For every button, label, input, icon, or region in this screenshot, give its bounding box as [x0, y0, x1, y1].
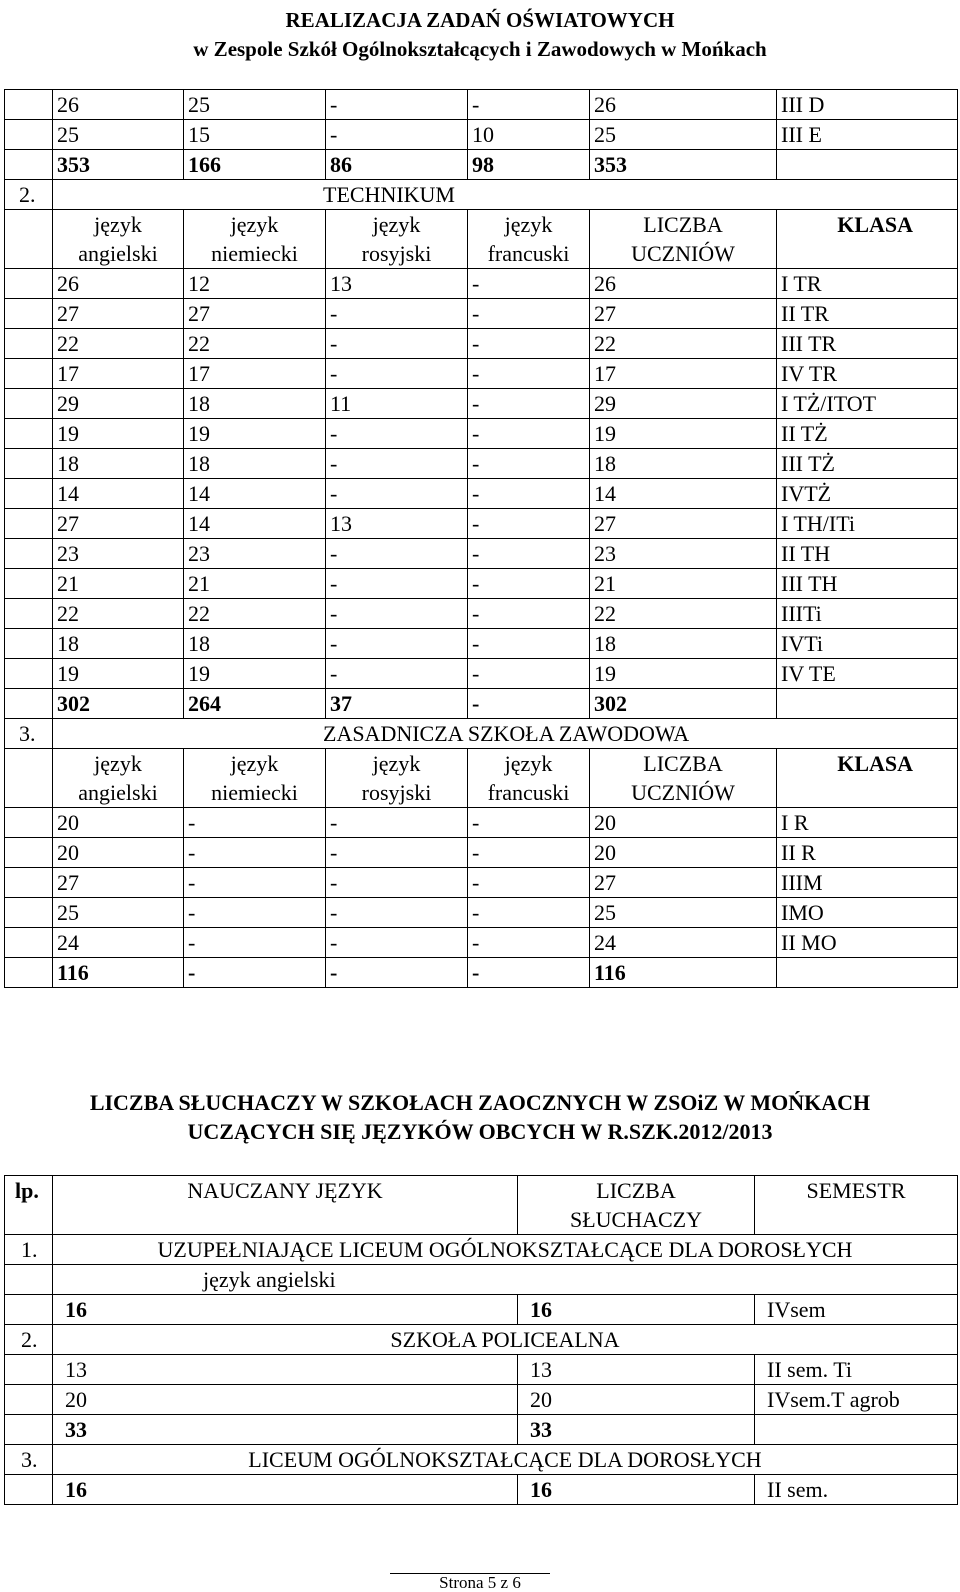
row-number-cell [5, 659, 53, 689]
column-header: KLASA [777, 749, 958, 808]
value-cell: - [468, 359, 590, 389]
count-cell: 33 [53, 1415, 518, 1445]
value-cell: 24 [590, 928, 777, 958]
semester-cell: II sem. Ti [755, 1355, 958, 1385]
value-cell: 18 [53, 449, 184, 479]
row-number-cell [5, 449, 53, 479]
document-header [0, 6, 960, 64]
table-row [5, 449, 958, 479]
value-cell: - [468, 329, 590, 359]
value-cell: 15 [184, 120, 326, 150]
table-row [5, 868, 958, 898]
value-cell: 18 [590, 629, 777, 659]
value-cell: - [468, 90, 590, 120]
row-number-cell [5, 539, 53, 569]
column-header-row [5, 1176, 958, 1235]
row-number-cell [5, 868, 53, 898]
column-header: język angielski [53, 749, 184, 808]
value-cell: - [468, 928, 590, 958]
class-cell: III TH [777, 569, 958, 599]
total-row [5, 689, 958, 719]
value-cell: - [326, 838, 468, 868]
table-row [5, 898, 958, 928]
value-cell: 18 [184, 449, 326, 479]
value-cell: 20 [590, 808, 777, 838]
header-title: REALIZACJA ZADAŃ OŚWIATOWYCH [285, 8, 675, 32]
column-header: język niemiecki [184, 210, 326, 269]
table-row [5, 599, 958, 629]
value-cell: 17 [184, 359, 326, 389]
group-number: 1. [5, 1235, 53, 1265]
value-cell: - [468, 599, 590, 629]
value-cell: 18 [53, 629, 184, 659]
value-cell: - [468, 299, 590, 329]
value-cell: - [326, 539, 468, 569]
language-students-table [4, 89, 958, 988]
value-cell: - [468, 689, 590, 719]
value-cell: 166 [184, 150, 326, 180]
class-cell: IVTi [777, 629, 958, 659]
row-number-cell [5, 329, 53, 359]
value-cell: - [468, 868, 590, 898]
value-cell: - [326, 329, 468, 359]
evening-schools-title-line2: UCZĄCYCH SIĘ JĘZYKÓW OBCYCH W R.SZK.2012/2013 [187, 1119, 773, 1144]
value-cell: 26 [53, 269, 184, 299]
value-cell: 18 [184, 389, 326, 419]
value-cell: - [326, 898, 468, 928]
value-cell: 37 [326, 689, 468, 719]
column-header: LICZBA UCZNIÓW [590, 749, 777, 808]
class-cell: I R [777, 808, 958, 838]
value-cell: 25 [53, 120, 184, 150]
section-title-row [5, 719, 958, 749]
students-cell: 33 [518, 1415, 755, 1445]
row-number-cell [5, 1355, 53, 1385]
group-title: SZKOŁA POLICEALNA [53, 1325, 958, 1355]
value-cell: - [184, 838, 326, 868]
class-cell: IVTŻ [777, 479, 958, 509]
row-number-cell [5, 629, 53, 659]
row-number-cell [5, 1295, 53, 1325]
value-cell: 14 [184, 479, 326, 509]
row-number-cell [5, 269, 53, 299]
class-cell: II TR [777, 299, 958, 329]
value-cell: 86 [326, 150, 468, 180]
value-cell: 353 [590, 150, 777, 180]
table-row [5, 928, 958, 958]
table-row [5, 539, 958, 569]
group-title: UZUPEŁNIAJĄCE LICEUM OGÓLNOKSZTAŁCĄCE DLA DOROSŁYCH [53, 1235, 958, 1265]
value-cell: - [184, 808, 326, 838]
semester-cell: II sem. [755, 1475, 958, 1505]
value-cell: - [184, 868, 326, 898]
value-cell: - [326, 449, 468, 479]
value-cell: - [468, 479, 590, 509]
class-cell: III D [777, 90, 958, 120]
group-title-row [5, 1325, 958, 1355]
column-header: język niemiecki [184, 749, 326, 808]
class-cell: I TR [777, 269, 958, 299]
count-cell: 16 [53, 1475, 518, 1505]
class-cell [777, 150, 958, 180]
value-cell: 116 [53, 958, 184, 988]
value-cell: 19 [590, 659, 777, 689]
count-cell: 13 [53, 1355, 518, 1385]
class-cell: I TŻ/ITOT [777, 389, 958, 419]
value-cell: 25 [184, 90, 326, 120]
total-row [5, 1415, 958, 1445]
value-cell: 24 [53, 928, 184, 958]
class-cell: II TH [777, 539, 958, 569]
row-number-cell [5, 898, 53, 928]
value-cell: - [468, 569, 590, 599]
value-cell: 23 [53, 539, 184, 569]
value-cell: 22 [53, 599, 184, 629]
group-title: LICEUM OGÓLNOKSZTAŁCĄCE DLA DOROSŁYCH [53, 1445, 958, 1475]
value-cell: 27 [53, 868, 184, 898]
column-header: LICZBA UCZNIÓW [590, 210, 777, 269]
value-cell: 29 [53, 389, 184, 419]
value-cell: 22 [590, 329, 777, 359]
column-header: lp. [5, 1176, 53, 1235]
count-cell: 20 [53, 1385, 518, 1415]
table-row [5, 569, 958, 599]
value-cell: 25 [590, 898, 777, 928]
value-cell: 12 [184, 269, 326, 299]
row-number-cell [5, 210, 53, 269]
class-cell [777, 958, 958, 988]
value-cell: 26 [590, 90, 777, 120]
students-cell: 20 [518, 1385, 755, 1415]
value-cell: - [184, 898, 326, 928]
table-row [5, 1355, 958, 1385]
column-header: język rosyjski [326, 749, 468, 808]
value-cell: 17 [53, 359, 184, 389]
value-cell: 27 [590, 868, 777, 898]
section-title: ZASADNICZA SZKOŁA ZAWODOWA [53, 719, 958, 749]
value-cell: 19 [184, 419, 326, 449]
table-row [5, 838, 958, 868]
value-cell: 13 [326, 269, 468, 299]
value-cell: 20 [53, 808, 184, 838]
table-row [5, 329, 958, 359]
value-cell: - [326, 90, 468, 120]
table-row [5, 419, 958, 449]
value-cell: 14 [590, 479, 777, 509]
total-row [5, 150, 958, 180]
value-cell: 25 [53, 898, 184, 928]
table-row [5, 808, 958, 838]
row-number-cell [5, 120, 53, 150]
value-cell: - [468, 838, 590, 868]
value-cell: - [468, 898, 590, 928]
value-cell: - [326, 299, 468, 329]
value-cell: 17 [590, 359, 777, 389]
evening-schools-title [0, 1088, 960, 1146]
semester-cell: IVsem [755, 1295, 958, 1325]
column-header: NAUCZANY JĘZYK [53, 1176, 518, 1235]
row-number-cell [5, 299, 53, 329]
value-cell: 27 [184, 299, 326, 329]
table-row [5, 509, 958, 539]
evening-schools-title-line1: LICZBA SŁUCHACZY W SZKOŁACH ZAOCZNYCH W ZSOiZ W MOŃKACH [89, 1090, 871, 1115]
table-row [5, 269, 958, 299]
value-cell: - [326, 928, 468, 958]
students-cell: 16 [518, 1475, 755, 1505]
row-number-cell [5, 808, 53, 838]
table-row [5, 359, 958, 389]
value-cell: 116 [590, 958, 777, 988]
class-cell: III E [777, 120, 958, 150]
value-cell: 22 [184, 599, 326, 629]
value-cell: - [468, 389, 590, 419]
value-cell: 23 [184, 539, 326, 569]
value-cell: 19 [184, 659, 326, 689]
value-cell: 353 [53, 150, 184, 180]
class-cell: IIITi [777, 599, 958, 629]
value-cell: - [468, 269, 590, 299]
page-number: Strona 5 z 6 [439, 1573, 521, 1592]
row-number-cell [5, 1265, 53, 1295]
value-cell: 11 [326, 389, 468, 419]
column-header: KLASA [777, 210, 958, 269]
value-cell: - [468, 449, 590, 479]
count-cell: 16 [53, 1295, 518, 1325]
header-subtitle: w Zespole Szkół Ogólnokształcących i Zawodowych w Mońkach [193, 37, 767, 61]
column-header: język francuski [468, 749, 590, 808]
value-cell: 20 [53, 838, 184, 868]
value-cell: 27 [53, 509, 184, 539]
row-number-cell [5, 150, 53, 180]
row-number-cell [5, 479, 53, 509]
column-header: język rosyjski [326, 210, 468, 269]
value-cell: 22 [590, 599, 777, 629]
value-cell: - [468, 958, 590, 988]
row-number-cell [5, 1385, 53, 1415]
row-number-cell [5, 569, 53, 599]
value-cell: 302 [590, 689, 777, 719]
value-cell: 264 [184, 689, 326, 719]
value-cell: - [326, 479, 468, 509]
row-number-cell [5, 838, 53, 868]
column-header: język angielski [53, 210, 184, 269]
class-cell: II MO [777, 928, 958, 958]
value-cell: - [326, 569, 468, 599]
value-cell: - [184, 928, 326, 958]
class-cell: IIIM [777, 868, 958, 898]
value-cell: - [468, 509, 590, 539]
semester-cell [755, 1415, 958, 1445]
row-number-cell [5, 509, 53, 539]
value-cell: 20 [590, 838, 777, 868]
value-cell: 14 [184, 509, 326, 539]
row-number-cell [5, 1415, 53, 1445]
value-cell: 13 [326, 509, 468, 539]
value-cell: - [468, 659, 590, 689]
section-title-row [5, 180, 958, 210]
table-row [5, 299, 958, 329]
row-number-cell [5, 389, 53, 419]
row-number-cell [5, 689, 53, 719]
class-cell: IV TR [777, 359, 958, 389]
value-cell: 23 [590, 539, 777, 569]
column-header: SEMESTR [755, 1176, 958, 1235]
value-cell: 19 [53, 419, 184, 449]
class-cell: II R [777, 838, 958, 868]
value-cell: 27 [590, 299, 777, 329]
value-cell: - [326, 958, 468, 988]
value-cell: 19 [590, 419, 777, 449]
value-cell: 19 [53, 659, 184, 689]
row-number-cell [5, 928, 53, 958]
class-cell: III TR [777, 329, 958, 359]
group-title-row [5, 1445, 958, 1475]
table-row [5, 629, 958, 659]
class-cell [777, 689, 958, 719]
value-cell: 26 [53, 90, 184, 120]
value-cell: 21 [184, 569, 326, 599]
total-row [5, 1475, 958, 1505]
value-cell: 29 [590, 389, 777, 419]
column-header: język francuski [468, 210, 590, 269]
group-number: 3. [5, 1445, 53, 1475]
value-cell: - [468, 808, 590, 838]
value-cell: 21 [53, 569, 184, 599]
column-header: LICZBA SŁUCHACZY [518, 1176, 755, 1235]
class-cell: II TŻ [777, 419, 958, 449]
value-cell: - [326, 659, 468, 689]
row-number-cell [5, 359, 53, 389]
semester-cell: IVsem.T agrob [755, 1385, 958, 1415]
value-cell: - [184, 958, 326, 988]
table-row [5, 479, 958, 509]
value-cell: 98 [468, 150, 590, 180]
value-cell: 302 [53, 689, 184, 719]
row-number-cell [5, 958, 53, 988]
value-cell: 22 [184, 329, 326, 359]
section-title: TECHNIKUM [53, 180, 958, 210]
value-cell: - [326, 419, 468, 449]
value-cell: 27 [590, 509, 777, 539]
group-subtitle-row [5, 1265, 958, 1295]
value-cell: - [468, 419, 590, 449]
class-cell: IV TE [777, 659, 958, 689]
value-cell: 22 [53, 329, 184, 359]
row-number-cell [5, 90, 53, 120]
table-row [5, 659, 958, 689]
students-cell: 13 [518, 1355, 755, 1385]
section-number: 2. [5, 180, 53, 210]
row-number-cell [5, 419, 53, 449]
table-row [5, 90, 958, 120]
students-cell: 16 [518, 1295, 755, 1325]
column-header-row [5, 749, 958, 808]
total-row [5, 958, 958, 988]
class-cell: III TŻ [777, 449, 958, 479]
value-cell: 14 [53, 479, 184, 509]
table-row [5, 389, 958, 419]
column-header-row [5, 210, 958, 269]
group-subtitle: język angielski [53, 1265, 958, 1295]
group-title-row [5, 1235, 958, 1265]
value-cell: - [326, 359, 468, 389]
value-cell: - [468, 539, 590, 569]
value-cell: 10 [468, 120, 590, 150]
row-number-cell [5, 1475, 53, 1505]
value-cell: - [468, 629, 590, 659]
row-number-cell [5, 749, 53, 808]
value-cell: 21 [590, 569, 777, 599]
value-cell: 26 [590, 269, 777, 299]
section-number: 3. [5, 719, 53, 749]
value-cell: - [326, 808, 468, 838]
table-row [5, 120, 958, 150]
value-cell: - [326, 120, 468, 150]
value-cell: 18 [184, 629, 326, 659]
total-row [5, 1295, 958, 1325]
class-cell: IMO [777, 898, 958, 928]
value-cell: - [326, 868, 468, 898]
table-row [5, 1385, 958, 1415]
value-cell: 25 [590, 120, 777, 150]
value-cell: 27 [53, 299, 184, 329]
evening-students-table [4, 1175, 958, 1505]
group-number: 2. [5, 1325, 53, 1355]
value-cell: 18 [590, 449, 777, 479]
class-cell: I TH/ITi [777, 509, 958, 539]
row-number-cell [5, 599, 53, 629]
value-cell: - [326, 599, 468, 629]
value-cell: - [326, 629, 468, 659]
